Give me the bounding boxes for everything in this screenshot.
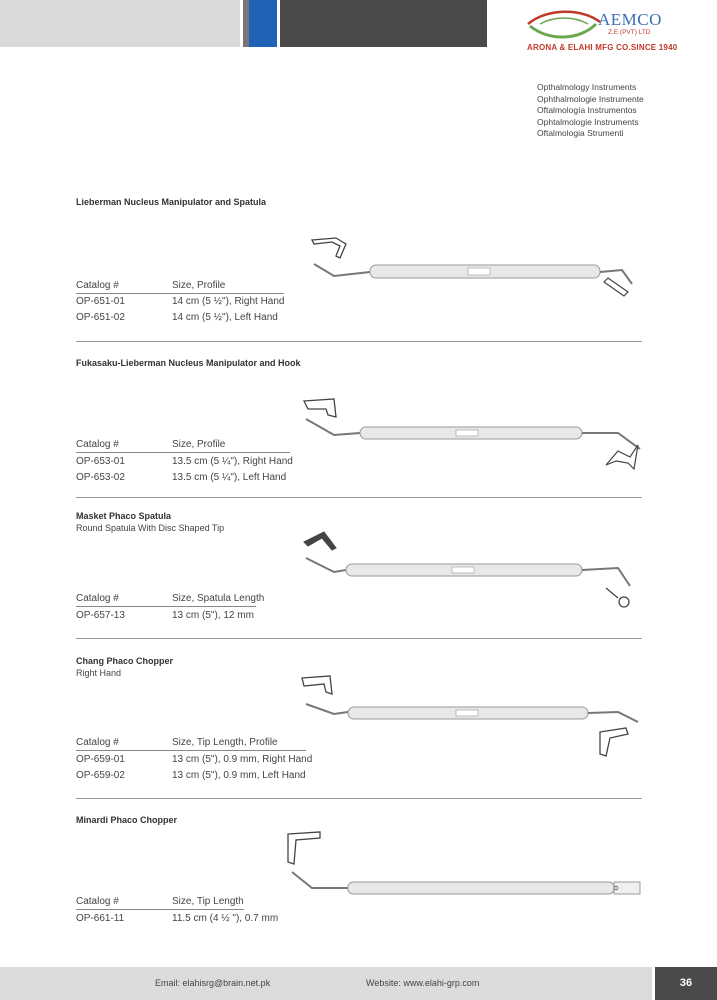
size-header: Size, Tip Length, Profile [172, 737, 278, 748]
footer-bar [0, 967, 652, 1000]
category-item: Oftalmologia Strumenti [537, 128, 624, 139]
table-header-rule [76, 909, 244, 910]
logo-subtext: Z.E (PVT) LTD [608, 29, 651, 36]
section-divider [76, 497, 642, 498]
logo-text: AEMCO [598, 10, 662, 29]
catalog-cell: OP-653-02 [76, 472, 125, 483]
product-subtitle: Right Hand [76, 668, 122, 678]
catalog-header: Catalog # [76, 439, 119, 450]
section-divider [76, 638, 642, 639]
size-cell: 14 cm (5 ½"), Right Hand [172, 296, 285, 307]
instrument-illustration [300, 395, 645, 475]
size-cell: 13.5 cm (5 ¼"), Right Hand [172, 456, 293, 467]
catalog-header: Catalog # [76, 737, 119, 748]
size-cell: 13 cm (5"), 12 mm [172, 610, 254, 621]
category-item: Ophthalmologie Instrumente [537, 93, 644, 104]
header-bar-blue [249, 0, 277, 47]
section-divider [76, 798, 642, 799]
header-bar-dark [280, 0, 487, 47]
catalog-cell: OP-659-02 [76, 770, 125, 781]
catalog-cell: OP-651-01 [76, 296, 125, 307]
catalog-header: Catalog # [76, 896, 119, 907]
catalog-header: Catalog # [76, 280, 119, 291]
product-title: Fukasaku-Lieberman Nucleus Manipulator and Hook [76, 358, 301, 368]
section-divider [76, 341, 642, 342]
logo-tagline: ARONA & ELAHI MFG CO.SINCE 1940 [527, 43, 678, 52]
footer-website[interactable]: Website: www.elahi-grp.com [366, 978, 480, 988]
size-header: Size, Profile [172, 439, 226, 450]
header-bar-light [0, 0, 240, 47]
category-item: Opthalmology Instruments [537, 82, 637, 92]
size-header: Size, Profile [172, 280, 226, 291]
product-title: Minardi Phaco Chopper [76, 815, 178, 825]
size-cell: 13 cm (5"), 0.9 mm, Left Hand [172, 770, 306, 781]
size-header: Size, Spatula Length [172, 593, 265, 604]
category-item: Oftalmología Instrumentos [537, 105, 637, 116]
category-item: Ophtalmologie Instruments [537, 116, 639, 127]
catalog-cell: OP-651-02 [76, 312, 125, 323]
catalog-cell: OP-653-01 [76, 456, 125, 467]
size-cell: 11.5 cm (4 ½ "), 0.7 mm [172, 913, 279, 924]
category-list [537, 82, 644, 140]
product-subtitle: Round Spatula With Disc Shaped Tip [76, 523, 225, 533]
size-cell: 13.5 cm (5 ¼"), Left Hand [172, 472, 287, 483]
instrument-illustration [300, 530, 645, 610]
instrument-illustration [300, 232, 640, 302]
footer-email[interactable]: Email: elahisrg@brain.net.pk [155, 978, 271, 988]
size-header: Size, Tip Length [172, 896, 244, 907]
product-title: Lieberman Nucleus Manipulator and Spatula [76, 197, 267, 207]
table-header-rule [76, 452, 290, 453]
catalog-cell: OP-661-11 [76, 913, 125, 924]
size-cell: 14 cm (5 ½"), Left Hand [172, 312, 278, 323]
catalog-cell: OP-657-13 [76, 610, 125, 621]
table-header-rule [76, 606, 256, 607]
catalog-cell: OP-659-01 [76, 754, 125, 765]
table-header-rule [76, 750, 306, 751]
page-number: 36 [655, 967, 717, 1000]
instrument-illustration [300, 672, 645, 762]
size-cell: 13 cm (5"), 0.9 mm, Right Hand [172, 754, 313, 765]
instrument-illustration [286, 830, 646, 910]
product-title: Chang Phaco Chopper [76, 656, 174, 666]
product-title: Masket Phaco Spatula [76, 511, 172, 521]
table-header-rule [76, 293, 284, 294]
catalog-header: Catalog # [76, 593, 119, 604]
